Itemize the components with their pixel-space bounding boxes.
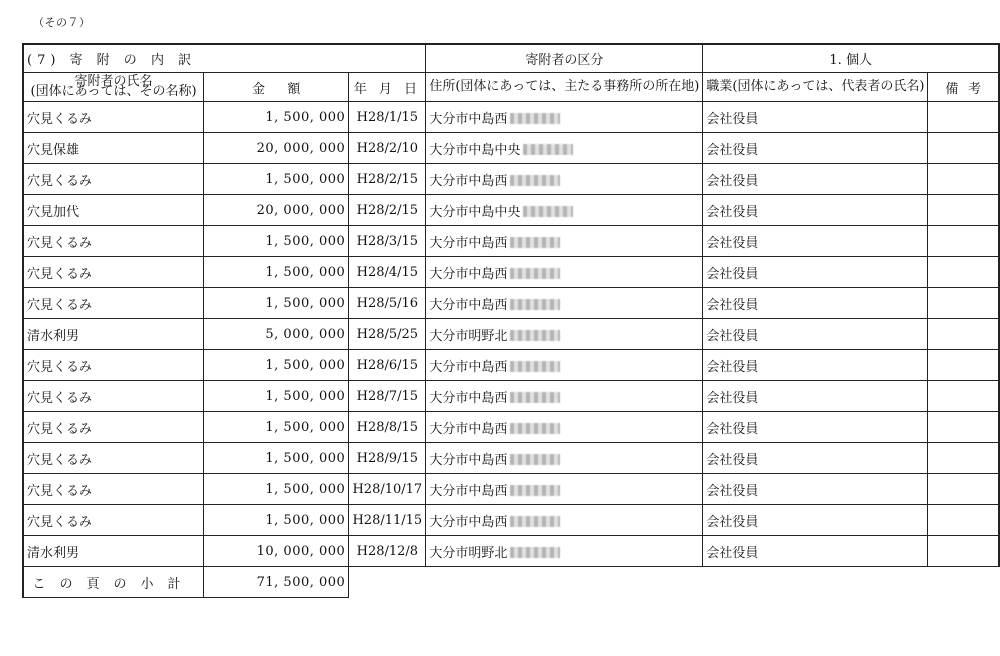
donor-category-label: 寄附者の区分 (426, 44, 703, 73)
subtotal-blank-area (349, 567, 999, 598)
occupation-cell: 会社役員 (703, 474, 928, 505)
address-cell-text: 大分市中島中央 (429, 142, 521, 158)
amount-cell: 1, 500, 000 (204, 505, 349, 536)
occupation-cell: 会社役員 (703, 381, 928, 412)
amount-cell: 20, 000, 000 (204, 195, 349, 226)
table-row (23, 257, 999, 288)
redacted-address-detail (510, 454, 560, 465)
date-cell: H28/2/15 (349, 195, 426, 226)
header-note-left: 備 (945, 81, 959, 97)
donor-name-cell: 穴見くるみ (23, 350, 204, 381)
redacted-address-detail (510, 299, 560, 310)
address-cell (426, 133, 703, 164)
header-amount (204, 73, 349, 102)
occupation-cell: 会社役員 (703, 505, 928, 536)
note-cell (928, 288, 999, 319)
redacted-address-detail (510, 361, 560, 372)
occupation-cell: 会社役員 (703, 319, 928, 350)
header-amount-left: 金 (252, 81, 266, 97)
amount-cell: 1, 500, 000 (204, 288, 349, 319)
address-cell (426, 164, 703, 195)
date-cell: H28/9/15 (349, 443, 426, 474)
date-cell: H28/7/15 (349, 381, 426, 412)
amount-cell: 10, 000, 000 (204, 536, 349, 567)
note-cell (928, 381, 999, 412)
amount-cell: 1, 500, 000 (204, 164, 349, 195)
donor-name-cell: 穴見くるみ (23, 164, 204, 195)
donor-name-cell: 穴見くるみ (23, 443, 204, 474)
occupation-cell: 会社役員 (703, 164, 928, 195)
redacted-address-detail (510, 423, 560, 434)
redacted-address-detail (523, 144, 573, 155)
donor-name-cell: 穴見くるみ (23, 474, 204, 505)
donor-name-cell: 穴見くるみ (23, 102, 204, 133)
redacted-address-detail (510, 330, 560, 341)
address-cell-text: 大分市中島西 (429, 297, 508, 313)
occupation-cell: 会社役員 (703, 412, 928, 443)
note-cell (928, 195, 999, 226)
occupation-cell: 会社役員 (703, 288, 928, 319)
address-cell (426, 443, 703, 474)
address-cell-text: 大分市中島西 (429, 359, 508, 375)
donor-category-value: 1. 個人 (703, 44, 999, 73)
note-cell (928, 412, 999, 443)
donor-name-cell: 清水利男 (23, 319, 204, 350)
address-cell-text: 大分市中島西 (429, 390, 508, 406)
address-cell-text: 大分市中島西 (429, 483, 508, 499)
table-row (23, 133, 999, 164)
donor-name-cell: 穴見くるみ (23, 226, 204, 257)
note-cell (928, 257, 999, 288)
header-date: 年 月 日 (349, 73, 426, 102)
occupation-cell: 会社役員 (703, 443, 928, 474)
note-cell (928, 474, 999, 505)
occupation-cell: 会社役員 (703, 102, 928, 133)
date-cell: H28/6/15 (349, 350, 426, 381)
address-cell (426, 195, 703, 226)
table-row (23, 102, 999, 133)
date-cell: H28/1/15 (349, 102, 426, 133)
address-cell-text: 大分市中島西 (429, 514, 508, 530)
address-cell (426, 288, 703, 319)
table-row (23, 474, 999, 505)
address-cell (426, 536, 703, 567)
date-cell: H28/5/16 (349, 288, 426, 319)
date-cell: H28/3/15 (349, 226, 426, 257)
address-cell-text: 大分市中島西 (429, 452, 508, 468)
note-cell (928, 443, 999, 474)
occupation-cell: 会社役員 (703, 226, 928, 257)
donor-name-cell: 穴見加代 (23, 195, 204, 226)
date-cell: H28/11/15 (349, 505, 426, 536)
amount-cell: 1, 500, 000 (204, 474, 349, 505)
occupation-cell: 会社役員 (703, 195, 928, 226)
donation-ledger-table (22, 43, 1000, 598)
donor-name-cell: 穴見くるみ (23, 505, 204, 536)
occupation-cell: 会社役員 (703, 133, 928, 164)
header-address: 住所(団体にあっては、主たる事務所の所在地) (426, 73, 703, 102)
note-cell (928, 319, 999, 350)
table-row (23, 195, 999, 226)
redacted-address-detail (510, 516, 560, 527)
subtotal-row (23, 567, 999, 598)
table-row (23, 443, 999, 474)
donor-name-cell: 清水利男 (23, 536, 204, 567)
address-cell (426, 226, 703, 257)
donor-name-cell: 穴見くるみ (23, 412, 204, 443)
address-cell-text: 大分市中島西 (429, 266, 508, 282)
header-donor-name (23, 73, 204, 102)
redacted-address-detail (510, 392, 560, 403)
note-cell (928, 226, 999, 257)
note-cell (928, 102, 999, 133)
header-note (928, 73, 999, 102)
address-cell (426, 257, 703, 288)
table-row (23, 536, 999, 567)
amount-cell: 1, 500, 000 (204, 350, 349, 381)
redacted-address-detail (523, 206, 573, 217)
redacted-address-detail (510, 485, 560, 496)
date-cell: H28/5/25 (349, 319, 426, 350)
address-cell (426, 412, 703, 443)
address-cell-text: 大分市中島西 (429, 173, 508, 189)
header-row (23, 73, 999, 102)
donor-name-cell: 穴見くるみ (23, 288, 204, 319)
header-note-right: 考 (967, 81, 981, 97)
date-cell: H28/12/8 (349, 536, 426, 567)
table-row (23, 350, 999, 381)
amount-cell: 1, 500, 000 (204, 443, 349, 474)
date-cell: H28/4/15 (349, 257, 426, 288)
subtotal-label: この頁の小計 (23, 567, 204, 598)
amount-cell: 20, 000, 000 (204, 133, 349, 164)
address-cell (426, 319, 703, 350)
address-cell (426, 474, 703, 505)
page-label: （その７） (33, 16, 91, 29)
redacted-address-detail (510, 547, 560, 558)
date-cell: H28/8/15 (349, 412, 426, 443)
header-occupation: 職業(団体にあっては、代表者の氏名) (703, 73, 928, 102)
amount-cell: 5, 000, 000 (204, 319, 349, 350)
note-cell (928, 505, 999, 536)
table-row (23, 288, 999, 319)
table-row (23, 412, 999, 443)
table-row (23, 226, 999, 257)
address-cell-text: 大分市中島西 (429, 235, 508, 251)
occupation-cell: 会社役員 (703, 536, 928, 567)
note-cell (928, 350, 999, 381)
date-cell: H28/2/15 (349, 164, 426, 195)
table-row (23, 381, 999, 412)
donor-name-cell: 穴見保雄 (23, 133, 204, 164)
amount-cell: 1, 500, 000 (204, 381, 349, 412)
title-row (23, 44, 999, 73)
redacted-address-detail (510, 175, 560, 186)
header-donor-name-text: 寄附者の氏名 (団体にあっては、その名称) (30, 74, 197, 99)
address-cell-text: 大分市中島西 (429, 421, 508, 437)
table-row (23, 319, 999, 350)
address-cell-text: 大分市中島中央 (429, 204, 521, 220)
address-cell (426, 381, 703, 412)
redacted-address-detail (510, 113, 560, 124)
section-title: (7) 寄 附 の 内 訳 (23, 44, 426, 73)
occupation-cell: 会社役員 (703, 257, 928, 288)
date-cell: H28/2/10 (349, 133, 426, 164)
note-cell (928, 133, 999, 164)
table-row (23, 505, 999, 536)
donor-name-cell: 穴見くるみ (23, 257, 204, 288)
address-cell-text: 大分市中島西 (429, 111, 508, 127)
subtotal-amount: 71, 500, 000 (204, 567, 349, 598)
note-cell (928, 164, 999, 195)
address-cell-text: 大分市明野北 (429, 328, 508, 344)
address-cell (426, 505, 703, 536)
redacted-address-detail (510, 268, 560, 279)
amount-cell: 1, 500, 000 (204, 257, 349, 288)
note-cell (928, 536, 999, 567)
header-amount-right: 額 (287, 81, 301, 97)
amount-cell: 1, 500, 000 (204, 412, 349, 443)
address-cell-text: 大分市明野北 (429, 545, 508, 561)
amount-cell: 1, 500, 000 (204, 102, 349, 133)
table-row (23, 164, 999, 195)
address-cell (426, 102, 703, 133)
address-cell (426, 350, 703, 381)
date-cell: H28/10/17 (349, 474, 426, 505)
amount-cell: 1, 500, 000 (204, 226, 349, 257)
donor-name-cell: 穴見くるみ (23, 381, 204, 412)
occupation-cell: 会社役員 (703, 350, 928, 381)
redacted-address-detail (510, 237, 560, 248)
